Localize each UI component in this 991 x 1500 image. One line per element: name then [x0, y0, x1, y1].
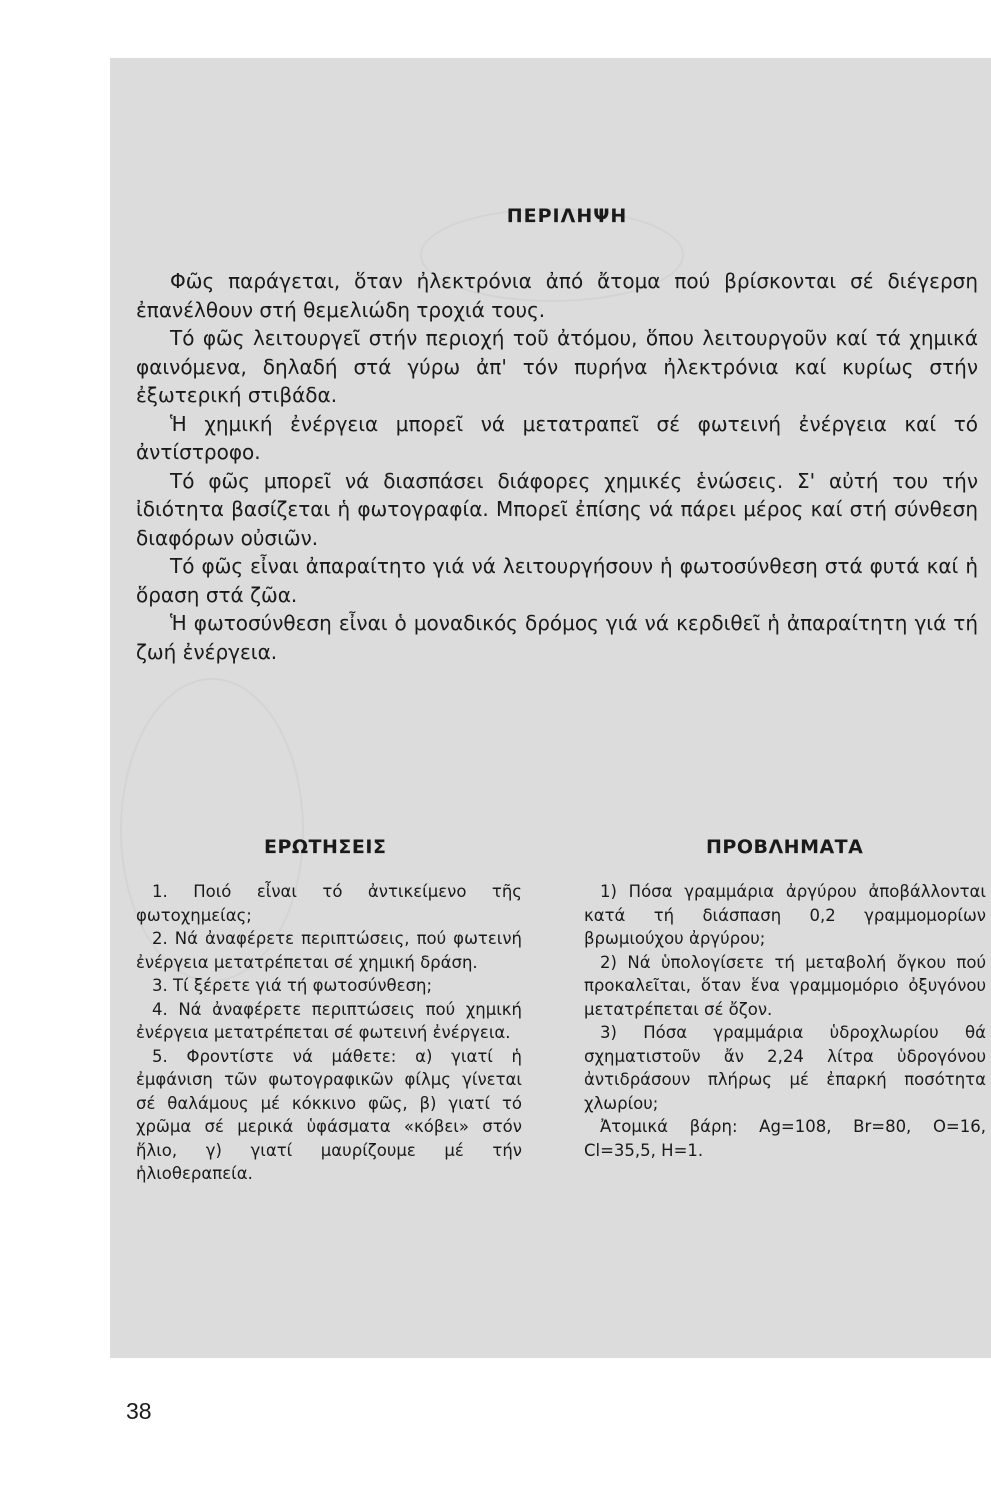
problems-list: [584, 880, 986, 1162]
question-item: 2. Νά ἀναφέρετε περιπτώσεις, πού φωτεινή ἐνέργεια μετατρέπεται σέ χημική δράση.: [136, 929, 522, 972]
problem-item: 2) Νά ὑπολογίσετε τή μεταβολή ὄγκου πού προκαλεῖται, ὅταν ἕνα γραμμομόριο ὀξυγόνου μετατρέπεται σέ ὄζον.: [584, 952, 986, 1019]
atomic-weights-note: Ἀτομικά βάρη: Ag=108, Br=80, O=16, Cl=35,5, H=1.: [584, 1117, 986, 1160]
summary-title: ΠΕΡΙΛΗΨΗ: [506, 205, 628, 227]
summary-paragraph: Φῶς παράγεται, ὅταν ἠλεκτρόνια ἀπό ἄτομα πού βρίσκονται σέ διέγερση ἐπανέλθουν στή θεμελιώδη τροχιά τους.: [136, 269, 978, 322]
summary-paragraph: Τό φῶς εἶναι ἀπαραίτητο γιά νά λειτουργήσουν ἡ φωτοσύνθεση στά φυτά καί ἡ ὅραση στά ζῶα.: [136, 554, 978, 607]
summary-paragraph: Τό φῶς μπορεῖ νά διασπάσει διάφορες χημικές ἑνώσεις. Σ' αὐτή του τήν ἰδιότητα βασίζεται ἡ φωτογραφία. Μπορεῖ ἐπίσης νά πάρει μέρος καί στή σύνθεση διαφόρων οὐσιῶν.: [136, 468, 978, 550]
questions-title: ΕΡΩΤΗΣΕΙΣ: [264, 836, 387, 858]
question-item: 5. Φροντίστε νά μάθετε: α) γιατί ἡ ἐμφάνιση τῶν φωτογραφικῶν φίλμς γίνεται σέ θαλάμους μέ κόκκινο φῶς, β) γιατί τό χρῶμα σέ μερικά ὑφάσματα «κόβει» στόν ἥλιο, γ) γιατί μαυρίζουμε μέ τήν ἡλιοθεραπεία.: [136, 1046, 522, 1183]
summary-section: [136, 205, 978, 666]
questions-list: [136, 880, 522, 1186]
summary-paragraph: Τό φῶς λειτουργεῖ στήν περιοχή τοῦ ἀτόμου, ὅπου λειτουργοῦν καί τά χημικά φαινόμενα, δηλαδή στά γύρω ἀπ' τόν πυρήνα ἠλεκτρόνια καί κυρίως στήν ἐξωτερική στιβάδα.: [136, 326, 978, 407]
problems-title: ΠΡΟΒΛΗΜΑΤΑ: [706, 836, 864, 858]
problem-item: 1) Πόσα γραμμάρια ἀργύρου ἀποβάλλονται κατά τή διάσπαση 0,2 γραμμομορίων βρωμιούχου ἀργύρου;: [584, 882, 986, 948]
question-item: 1. Ποιό εἶναι τό ἀντικείμενο τῆς φωτοχημείας;: [136, 882, 522, 925]
problem-item: 3) Πόσα γραμμάρια ὑδροχλωρίου θά σχηματιστοῦν ἄν 2,24 λίτρα ὑδρογόνου ἀντιδράσουν πλήρως μέ ἐπαρκή ποσότητα χλωρίου;: [584, 1023, 986, 1113]
question-item: 3. Τί ξέρετε γιά τή φωτοσύνθεση;: [152, 976, 433, 995]
summary-paragraph: Ἡ χημική ἐνέργεια μπορεῖ νά μετατραπεῖ σέ φωτεινή ἐνέργεια καί τό ἀντίστροφο.: [136, 411, 978, 464]
summary-paragraph: Ἡ φωτοσύνθεση εἶναι ὁ μοναδικός δρόμος γιά νά κερδιθεῖ ἡ ἀπαραίτητη γιά τή ζωή ἐνέργεια.: [136, 611, 978, 664]
question-item: 4. Νά ἀναφέρετε περιπτώσεις πού χημική ἐνέργεια μετατρέπεται σέ φωτεινή ἐνέργεια.: [136, 999, 522, 1042]
page-number: 38: [126, 1398, 152, 1424]
